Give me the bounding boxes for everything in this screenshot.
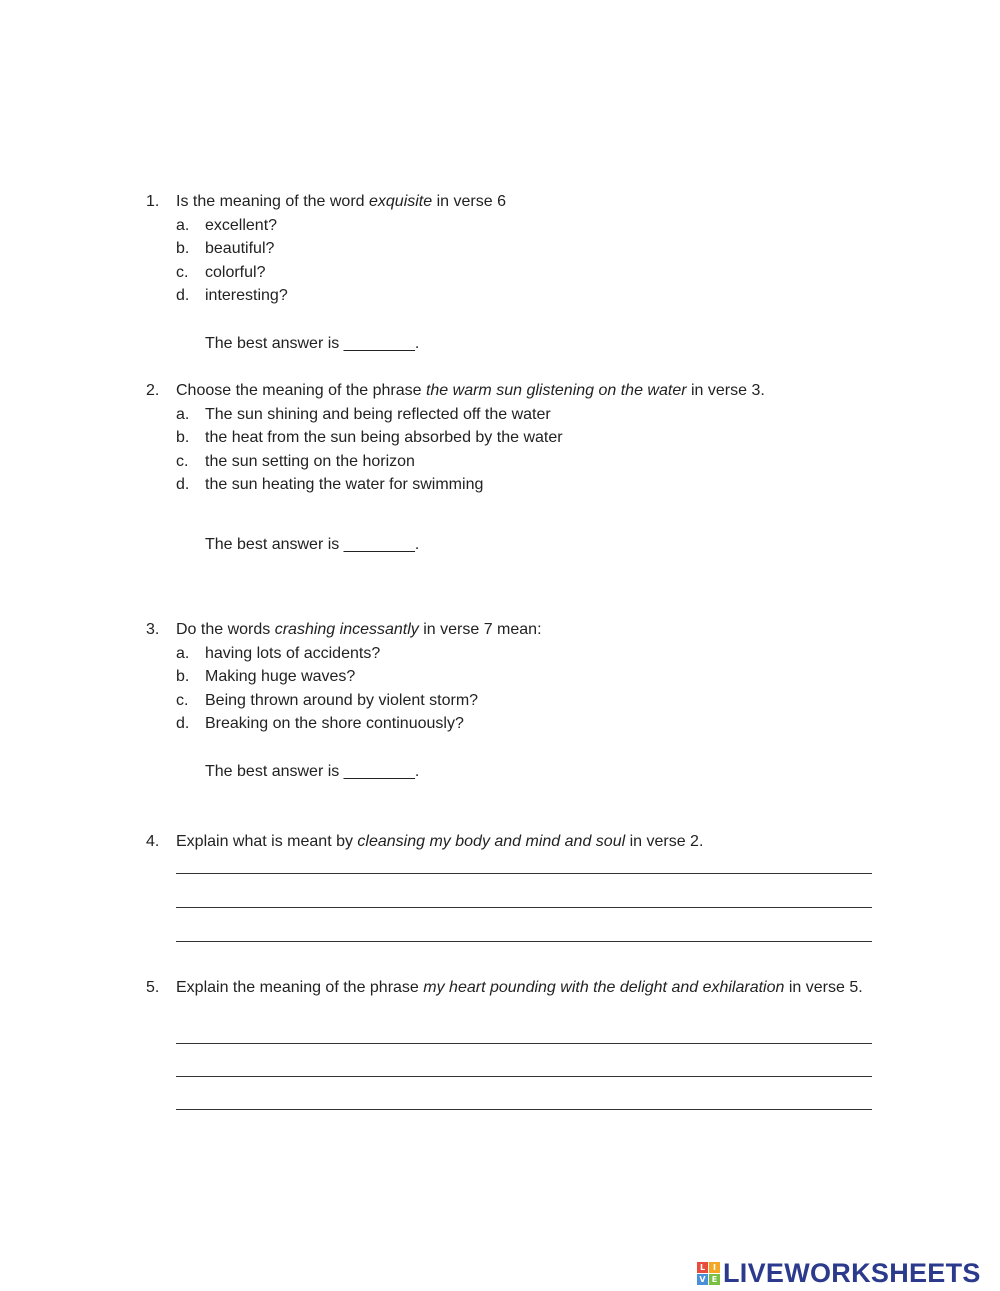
option-b: b. Making huge waves?	[176, 668, 356, 685]
logo-cube: I	[709, 1262, 720, 1273]
question-text: Do the words crashing incessantly in verse 7 mean:	[176, 621, 542, 638]
answer-line[interactable]	[176, 1076, 872, 1077]
option-d: d. the sun heating the water for swimming	[176, 476, 484, 493]
option-d: d. interesting?	[176, 287, 288, 304]
option-b: b. beautiful?	[176, 240, 275, 257]
question-text: Explain the meaning of the phrase my heart pounding with the delight and exhilaration in verse 5.	[176, 979, 863, 996]
question-text: Is the meaning of the word exquisite in verse 6	[176, 193, 506, 210]
logo-cube: V	[697, 1274, 708, 1285]
question-3	[146, 618, 886, 783]
question-5	[146, 976, 886, 1000]
question-number: 5.	[146, 979, 160, 996]
answer-line[interactable]	[176, 873, 872, 874]
liveworksheets-logo	[697, 1258, 981, 1289]
answer-line[interactable]	[176, 907, 872, 908]
option-d: d. Breaking on the shore continuously?	[176, 715, 464, 732]
question-text: Explain what is meant by cleansing my body and mind and soul in verse 2.	[176, 833, 704, 850]
option-a: a. excellent?	[176, 216, 278, 234]
answer-line[interactable]	[176, 1043, 872, 1044]
answer-line[interactable]	[176, 1109, 872, 1110]
question-1	[146, 190, 886, 355]
question-number: 2.	[146, 382, 160, 399]
question-4	[146, 830, 886, 854]
option-c: c. colorful?	[176, 263, 266, 281]
question-number: 4.	[146, 833, 160, 850]
option-c: c. Being thrown around by violent storm?	[176, 691, 479, 709]
option-a: a. having lots of accidents?	[176, 644, 381, 662]
option-a: a. The sun shining and being reflected off the water	[176, 405, 551, 423]
best-answer-blank[interactable]: The best answer is ________.	[205, 334, 420, 352]
question-text: Choose the meaning of the phrase the warm sun glistening on the water in verse 3.	[176, 382, 765, 399]
question-2	[146, 379, 886, 556]
option-b: b. the heat from the sun being absorbed by the water	[176, 429, 563, 446]
logo-text: LIVEWORKSHEETS	[723, 1258, 981, 1288]
logo-cube: L	[697, 1262, 708, 1273]
best-answer-blank[interactable]: The best answer is ________.	[205, 762, 420, 780]
answer-line[interactable]	[176, 941, 872, 942]
question-number: 3.	[146, 621, 160, 638]
question-number: 1.	[146, 193, 160, 210]
best-answer-blank[interactable]: The best answer is ________.	[205, 535, 420, 553]
option-c: c. the sun setting on the horizon	[176, 452, 415, 470]
logo-cube: E	[709, 1274, 720, 1285]
logo-cubes-icon	[697, 1262, 720, 1285]
